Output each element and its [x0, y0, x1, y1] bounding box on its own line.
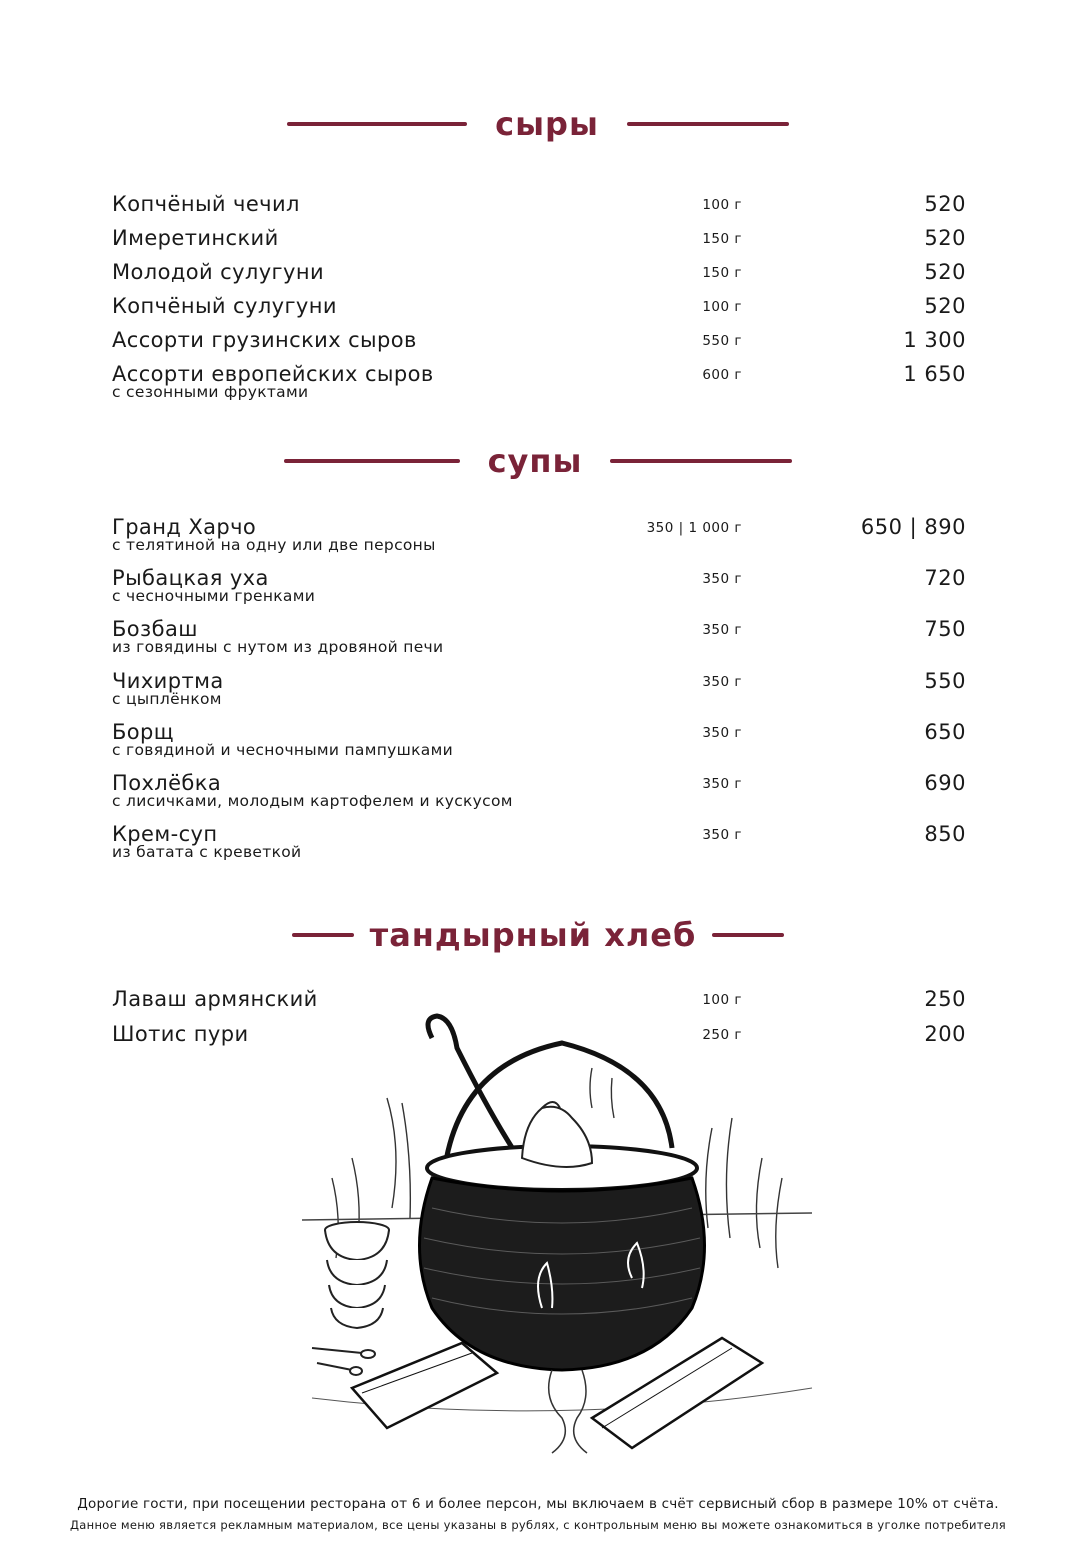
footer-notes: [0, 1494, 1076, 1536]
item-name: Гранд Харчо: [112, 515, 257, 539]
item-weight: 350 | 1 000 г: [646, 520, 742, 536]
item-weight: 350 г: [702, 571, 742, 587]
menu-item: [112, 226, 968, 260]
section-title: супы: [487, 442, 583, 480]
item-weight: 250 г: [702, 1027, 742, 1043]
section-title: сыры: [495, 105, 599, 143]
menu-item: [112, 328, 968, 362]
section-header-soups: [0, 431, 1076, 491]
item-price: 520: [924, 192, 966, 216]
item-weight: 150 г: [702, 231, 742, 247]
item-price: 750: [924, 617, 966, 641]
item-price: 690: [924, 771, 966, 795]
item-weight: 100 г: [702, 197, 742, 213]
menu-item: [112, 260, 968, 294]
item-name: Борщ: [112, 720, 174, 744]
menu-item: [112, 362, 968, 406]
item-weight: 150 г: [702, 265, 742, 281]
item-weight: 350 г: [702, 725, 742, 741]
fire-smoke: [549, 1370, 587, 1453]
item-description: с телятиной на одну или две персоны: [112, 536, 436, 554]
menu-item: [112, 771, 968, 822]
item-weight: 350 г: [702, 622, 742, 638]
item-price: 550: [924, 669, 966, 693]
item-price: 720: [924, 566, 966, 590]
item-price: 850: [924, 822, 966, 846]
menu-item: [112, 566, 968, 617]
header-rule-left: [284, 459, 460, 463]
disclaimer-note: Данное меню является рекламным материалом, все цены указаны в рублях, с контрольным меню вы можете ознакомиться в уголке потребителя: [70, 1518, 1006, 1532]
item-name: Ассорти грузинских сыров: [112, 328, 417, 352]
item-name: Ассорти европейских сыров: [112, 362, 434, 386]
cauldron-over-fire-illustration: [292, 1008, 832, 1458]
item-price: 1 300: [903, 328, 966, 352]
item-price: 1 650: [903, 362, 966, 386]
header-rule-right: [610, 459, 792, 463]
header-rule-left: [287, 122, 467, 126]
item-price: 520: [924, 294, 966, 318]
khinkali: [522, 1107, 592, 1167]
soup-list: [112, 515, 968, 873]
header-rule-left: [292, 933, 354, 937]
item-weight: 350 г: [702, 827, 742, 843]
menu-item: [112, 720, 968, 771]
header-rule-right: [627, 122, 789, 126]
item-description: с лисичками, молодым картофелем и кускусом: [112, 792, 513, 810]
item-weight: 100 г: [702, 299, 742, 315]
item-name: Крем-суп: [112, 822, 218, 846]
item-price: 200: [924, 1022, 966, 1046]
service-charge-note: Дорогие гости, при посещении ресторана от 6 и более персон, мы включаем в счёт сервисный сбор в размере 10% от счёта.: [77, 1496, 999, 1512]
menu-item: [112, 294, 968, 328]
spoons: [312, 1348, 375, 1375]
item-description: с цыплёнком: [112, 690, 222, 708]
menu-item: [112, 192, 968, 226]
item-name: Похлёбка: [112, 771, 222, 795]
bowl-stack: [325, 1222, 389, 1328]
item-name: Лаваш армянский: [112, 987, 318, 1011]
item-description: с сезонными фруктами: [112, 383, 309, 401]
item-price: 250: [924, 987, 966, 1011]
item-name: Молодой сулугуни: [112, 260, 324, 284]
menu-item: [112, 617, 968, 669]
item-price: 650 | 890: [860, 515, 966, 539]
item-name: Чихиртма: [112, 669, 224, 693]
item-weight: 100 г: [702, 992, 742, 1008]
section-header-bread: [0, 905, 1076, 965]
item-price: 650: [924, 720, 966, 744]
item-weight: 350 г: [702, 776, 742, 792]
cheese-list: [112, 192, 968, 406]
item-weight: 600 г: [702, 367, 742, 383]
menu-item: [112, 822, 968, 873]
item-price: 520: [924, 226, 966, 250]
cauldron-body: [420, 1178, 705, 1370]
item-description: с говядиной и чесночными пампушками: [112, 741, 453, 759]
menu-item: [112, 669, 968, 720]
item-name: Шотис пури: [112, 1022, 249, 1046]
section-title: тандырный хлеб: [369, 916, 697, 954]
item-description: из батата с креветкой: [112, 843, 302, 861]
header-rule-right: [712, 933, 784, 937]
item-weight: 350 г: [702, 674, 742, 690]
item-name: Рыбацкая уха: [112, 566, 269, 590]
item-description: с чесночными гренками: [112, 587, 316, 605]
item-weight: 550 г: [702, 333, 742, 349]
section-header-cheeses: [0, 94, 1076, 154]
item-description: из говядины с нутом из дровяной печи: [112, 638, 444, 656]
menu-item: [112, 515, 968, 566]
item-name: Копчёный сулугуни: [112, 294, 337, 318]
item-price: 520: [924, 260, 966, 284]
item-name: Имеретинский: [112, 226, 279, 250]
item-name: Копчёный чечил: [112, 192, 300, 216]
item-name: Бозбаш: [112, 617, 198, 641]
